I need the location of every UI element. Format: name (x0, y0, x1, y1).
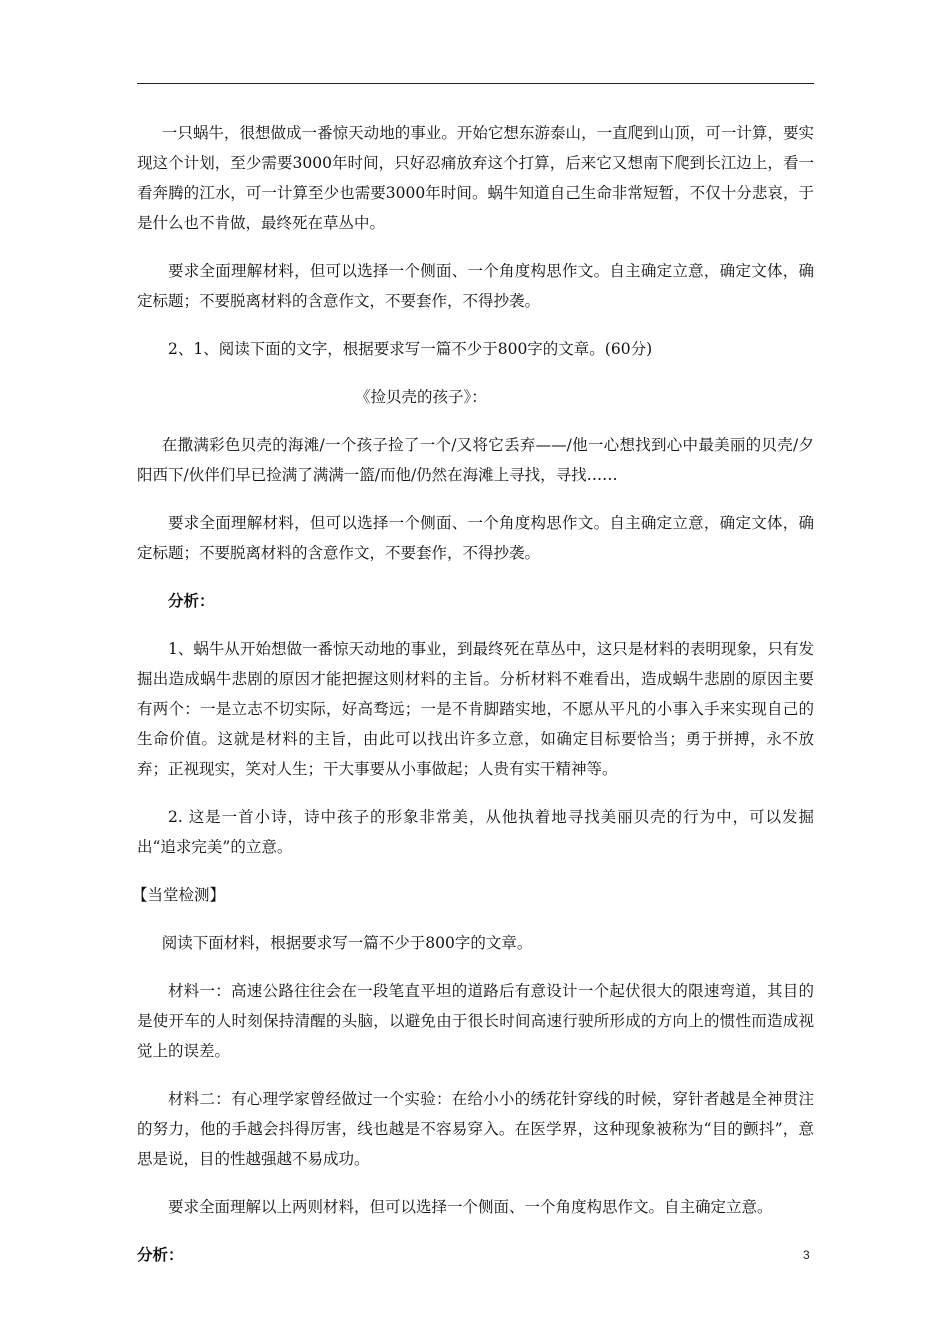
writing-requirement-1: 要求全面理解材料，但可以选择一个侧面、一个角度构思作文。自主确定立意，确定文体，确定标题；不要脱离材料的含意作文，不要套作，不得抄袭。 (137, 262, 814, 310)
analysis-heading-2: 分析： (137, 1245, 184, 1264)
question-2-prompt: 2、1、阅读下面的文字，根据要求写一篇不少于800字的文章。(60分) (168, 340, 653, 358)
analysis-point-2: 2. 这是一首小诗，诗中孩子的形象非常美，从他执着地寻找美丽贝壳的行为中，可以发掘出“追求完美”的立意。 (137, 808, 814, 856)
header-rule (137, 83, 814, 84)
document-body (132, 118, 814, 1270)
writing-requirement-3: 要求全面理解以上两则材料，但可以选择一个侧面、一个角度构思作文。自主确定立意。 (168, 1198, 773, 1216)
writing-requirement-2: 要求全面理解材料，但可以选择一个侧面、一个角度构思作文。自主确定立意，确定文体，确定标题；不要脱离材料的含意作文，不要套作，不得抄袭。 (137, 514, 814, 562)
material-one: 材料一：高速公路往往会在一段笔直平坦的道路后有意设计一个起伏很大的限速弯道，其目的是使开车的人时刻保持清醒的头脑，以避免由于很长时间高速行驶所形成的方向上的惯性而造成视觉上的误差。 (137, 982, 814, 1060)
classroom-test-heading: 【当堂检测】 (132, 886, 226, 904)
analysis-heading-1: 分析： (168, 591, 215, 610)
shell-poem-paragraph: 在撒满彩色贝壳的海滩/一个孩子捡了一个/又将它丢弃——/他一心想找到心中最美丽的贝壳/夕阳西下/伙伴们早已捡满了满满一篮/而他/仍然在海滩上寻找，寻找…… (137, 436, 814, 484)
test-prompt: 阅读下面材料，根据要求写一篇不少于800字的文章。 (161, 934, 533, 952)
poem-title: 《捡贝壳的孩子》： (355, 388, 487, 406)
snail-story-paragraph: 一只蜗牛，很想做成一番惊天动地的事业。开始它想东游泰山，一直爬到山顶，可一计算，要实现这个计划，至少需要3000年时间，只好忍痛放弃这个打算，后来它又想南下爬到长江边上，看一看奔腾的江水，可一计算至少也需要3000年时间。蜗牛知道自己生命非常短暂，不仅十分悲哀，于是什么也不肯做，最终死在草丛中。 (137, 124, 814, 232)
page-number: 3 (803, 1248, 810, 1262)
material-two: 材料二：有心理学家曾经做过一个实验：在给小小的绣花针穿线的时候，穿针者越是全神贯注的努力，他的手越会抖得厉害，线也越是不容易穿入。在医学界，这种现象被称为“目的颤抖”，意思是说，目的性越强越不易成功。 (137, 1090, 814, 1168)
analysis-point-1: 1、蜗牛从开始想做一番惊天动地的事业，到最终死在草丛中，这只是材料的表明现象，只有发掘出造成蜗牛悲剧的原因才能把握这则材料的主旨。分析材料不难看出，造成蜗牛悲剧的原因主要有两个：一是立志不切实际，好高骛远；一是不肯脚踏实地，不愿从平凡的小事入手来实现自己的生命价值。这就是材料的主旨，由此可以找出许多立意，如确定目标要恰当；勇于拼搏，永不放弃；正视现实，笑对人生；干大事要从小事做起；人贵有实干精神等。 (137, 640, 814, 778)
